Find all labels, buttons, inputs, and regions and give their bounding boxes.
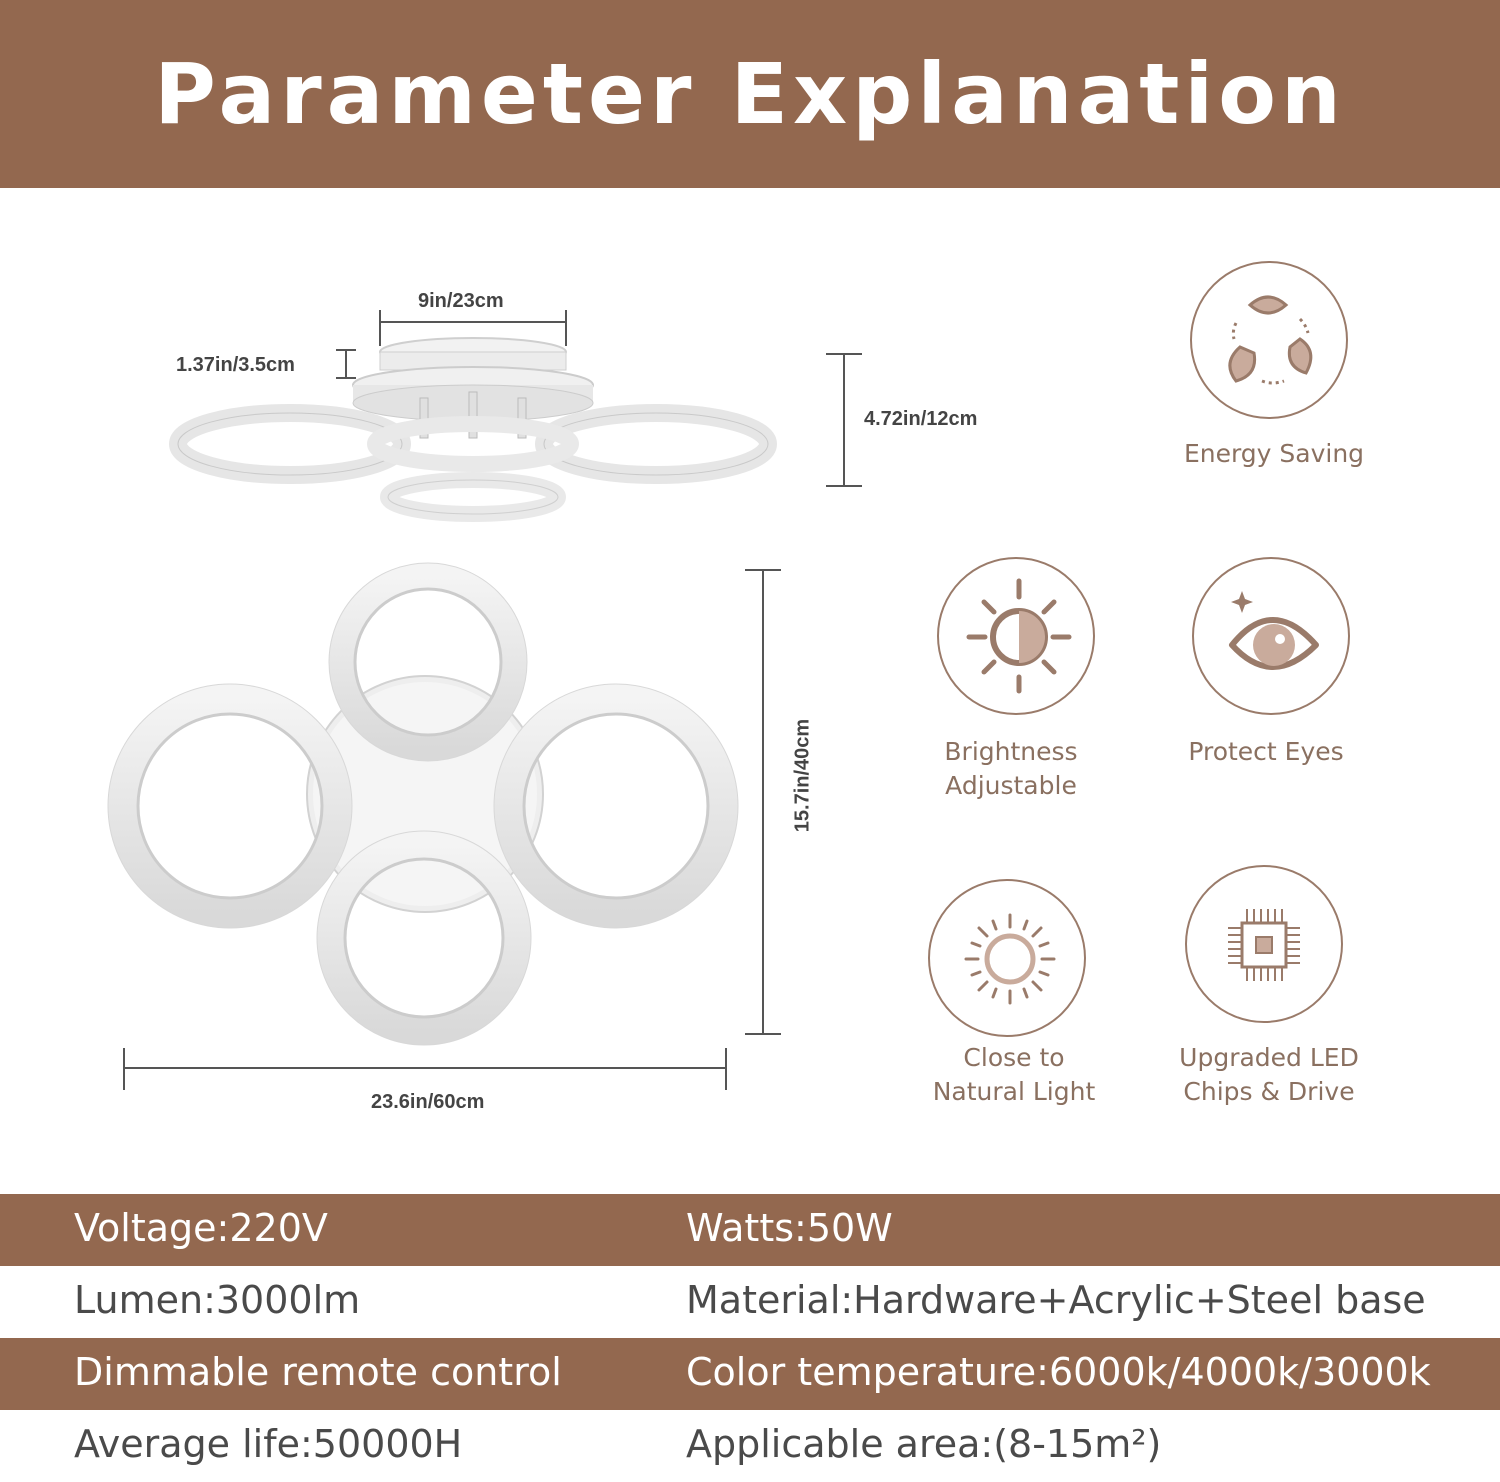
spec-lumen: Lumen:3000lm [74,1278,361,1322]
feature-label [1161,735,1371,769]
dimension-total-height: 4.72in/12cm [864,408,978,430]
spec-row [0,1410,1500,1467]
feature-label-line: Protect Eyes [1188,737,1344,766]
dimension-base-height: 1.37in/3.5cm [176,354,295,376]
sun-rays-icon [928,879,1086,1037]
spec-material: Material:Hardware+Acrylic+Steel base [686,1278,1426,1322]
feature-label-line: Upgraded LED [1179,1043,1359,1072]
dimension-top-width: 9in/23cm [418,290,504,312]
feature-label-line: Chips & Drive [1183,1077,1355,1106]
leaves-icon [1190,261,1348,419]
spec-row [0,1266,1500,1338]
feature-label-line: Brightness [944,737,1078,766]
dimension-front-width: 23.6in/60cm [371,1091,485,1113]
spec-dimmable: Dimmable remote control [74,1350,562,1394]
feature-label [1164,437,1384,471]
spec-average-life: Average life:50000H [74,1422,463,1466]
spec-row [0,1338,1500,1410]
spec-applicable-area: Applicable area:(8-15m²) [686,1422,1162,1466]
spec-watts: Watts:50W [686,1206,893,1250]
feature-label [904,1041,1124,1109]
spec-row [0,1194,1500,1266]
lamp-side-view [178,310,862,514]
feature-label [906,735,1116,803]
feature-label [1154,1041,1384,1109]
sun-half-icon [937,557,1095,715]
page-title: Parameter Explanation [154,45,1346,143]
feature-label-line: Natural Light [932,1077,1096,1106]
feature-label-line: Adjustable [945,771,1077,800]
feature-label-line: Energy Saving [1183,439,1365,468]
feature-label-line: Close to [963,1043,1065,1072]
spec-voltage: Voltage:220V [74,1206,328,1250]
spec-color-temperature: Color temperature:6000k/4000k/3000k [686,1350,1431,1394]
dimension-front-height: 15.7in/40cm [791,718,814,833]
eye-icon [1192,557,1350,715]
chip-icon [1185,865,1343,1023]
lamp-front-view [108,563,781,1090]
